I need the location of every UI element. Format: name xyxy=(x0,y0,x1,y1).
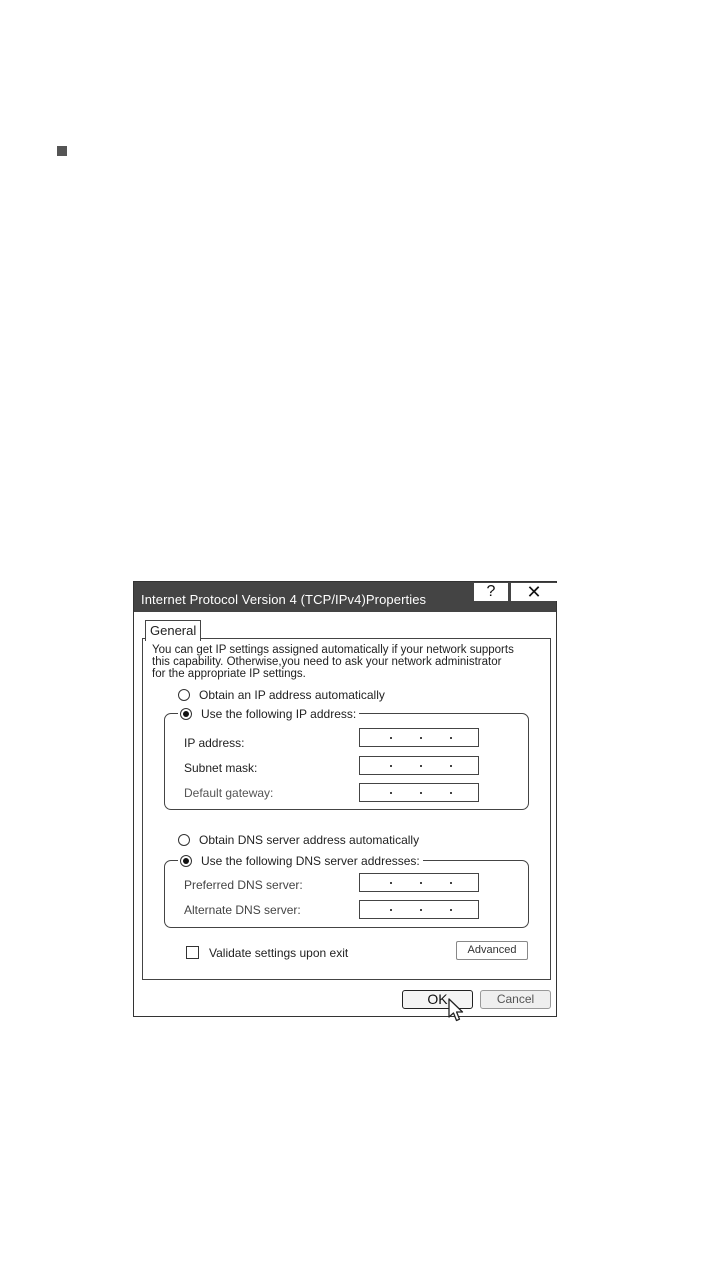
radio-indicator[interactable] xyxy=(180,708,192,720)
octet-separator xyxy=(450,909,452,911)
subnet-mask-label: Subnet mask: xyxy=(184,761,258,775)
cancel-button[interactable]: Cancel xyxy=(480,990,551,1009)
close-button[interactable]: ✕ xyxy=(511,583,557,601)
radio-obtain-ip-auto[interactable] xyxy=(178,688,385,702)
intro-line: this capability. Otherwise,you need to ask your network administrator xyxy=(152,656,502,668)
octet-separator xyxy=(450,737,452,739)
octet-separator xyxy=(420,882,422,884)
octet-separator xyxy=(450,765,452,767)
advanced-button[interactable]: Advanced xyxy=(456,941,528,960)
octet-separator xyxy=(390,792,392,794)
intro-line: You can get IP settings assigned automatically if your network supports xyxy=(152,644,514,656)
ok-button[interactable]: OK xyxy=(402,990,473,1009)
radio-use-following-ip[interactable] xyxy=(178,707,359,721)
default-gateway-input[interactable] xyxy=(359,783,479,802)
default-gateway-label: Default gateway: xyxy=(184,786,274,800)
radio-obtain-dns-auto[interactable] xyxy=(178,833,419,847)
pointer-cursor-icon xyxy=(448,998,468,1024)
radio-indicator[interactable] xyxy=(180,855,192,867)
preferred-dns-input[interactable] xyxy=(359,873,479,892)
octet-separator xyxy=(450,882,452,884)
octet-separator xyxy=(390,737,392,739)
validate-label[interactable]: Validate settings upon exit xyxy=(209,946,349,960)
radio-label: Obtain an IP address automatically xyxy=(199,688,385,702)
radio-label: Obtain DNS server address automatically xyxy=(199,833,420,847)
octet-separator xyxy=(420,909,422,911)
intro-text xyxy=(152,644,532,680)
tab-general[interactable]: General xyxy=(145,620,201,641)
validate-checkbox[interactable] xyxy=(186,946,199,959)
octet-separator xyxy=(390,765,392,767)
octet-separator xyxy=(420,792,422,794)
ipv4-properties-dialog xyxy=(133,581,557,1017)
help-button[interactable]: ? xyxy=(474,583,508,601)
bullet-marker xyxy=(57,146,67,156)
subnet-mask-input[interactable] xyxy=(359,756,479,775)
octet-separator xyxy=(390,882,392,884)
alternate-dns-label: Alternate DNS server: xyxy=(184,903,301,917)
ip-address-input[interactable] xyxy=(359,728,479,747)
title-bar xyxy=(134,582,556,612)
dialog-title: Internet Protocol Version 4 (TCP/IPv4)Properties xyxy=(141,592,427,607)
radio-label: Use the following DNS server addresses: xyxy=(201,854,420,868)
alternate-dns-input[interactable] xyxy=(359,900,479,919)
radio-use-following-dns[interactable] xyxy=(178,854,423,868)
ip-address-label: IP address: xyxy=(184,736,245,750)
octet-separator xyxy=(420,765,422,767)
octet-separator xyxy=(390,909,392,911)
radio-indicator[interactable] xyxy=(178,834,190,846)
intro-line: for the appropriate IP settings. xyxy=(152,668,306,680)
radio-label: Use the following IP address: xyxy=(201,707,357,721)
radio-indicator[interactable] xyxy=(178,689,190,701)
octet-separator xyxy=(420,737,422,739)
octet-separator xyxy=(450,792,452,794)
preferred-dns-label: Preferred DNS server: xyxy=(184,878,303,892)
